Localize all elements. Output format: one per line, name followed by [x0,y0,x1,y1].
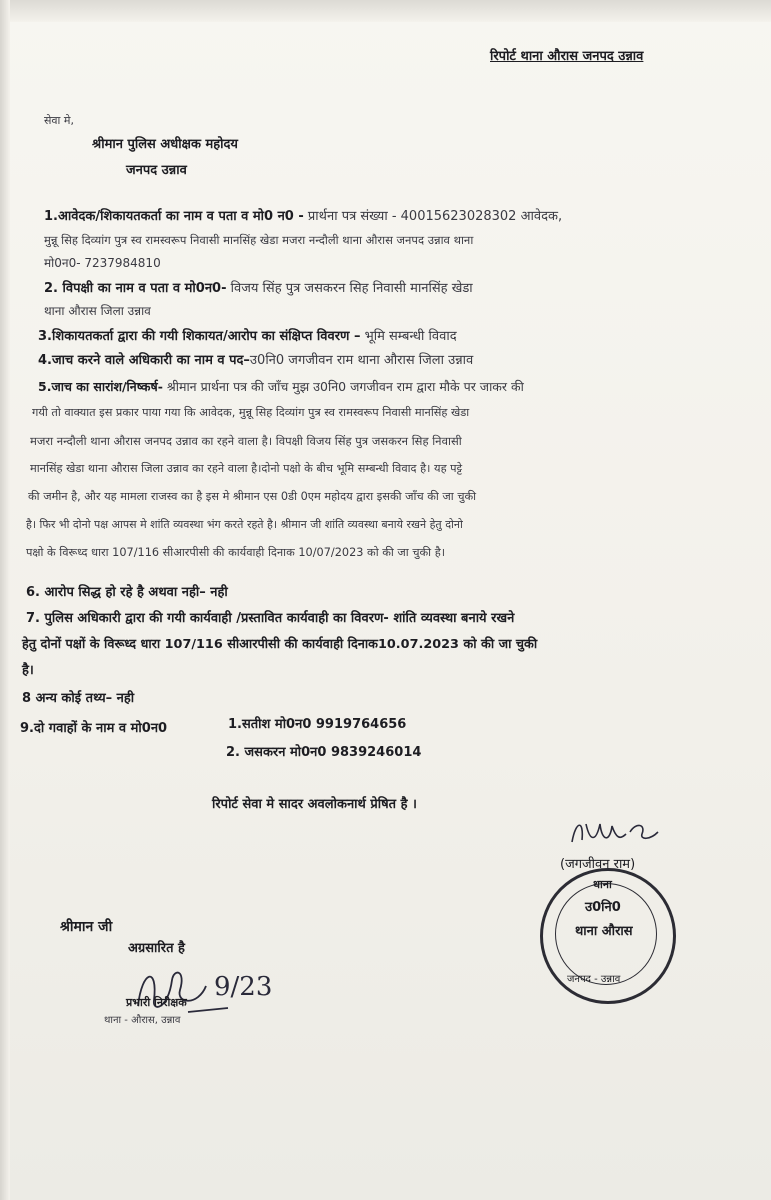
forward-station: थाना - औरास, उन्नाव [104,1015,181,1026]
seal-bottom-text: जनपद - उन्नाव [567,974,621,985]
item-1 [44,208,562,226]
seal-top-text: थाना [593,878,612,891]
seal-rank: उ0नि0 [585,900,621,915]
seal-station: थाना औरास [575,924,633,939]
item-8: 8 अन्य कोई तथ्य– नही [22,691,135,706]
officer-name: (जगजीवन राम) [560,857,636,872]
page-fold-shadow [0,0,771,22]
item-1-line-2: मुन्नू सिह दिव्यांग पुत्र स्व रामस्वरूप निवासी मानसिंह खेडा मजरा नन्दौली थाना औरास जनपद उन्नाव थाना [44,233,474,247]
forward-shriman: श्रीमान जी [60,919,113,935]
item-7: 7. पुलिस अधिकारी द्वारा की गयी कार्यवाही /प्रस्तावित कार्यवाही का विवरण- शांति व्यवस्था बनाये रखने [26,611,515,626]
item-5 [38,378,524,396]
address-to: सेवा मे, [44,114,74,127]
item-3-label: 3.शिकायतकर्ता द्वारा की गयी शिकायत/आरोप का संक्षिप्त विवरण – [38,329,361,344]
item-5-text: श्रीमान प्रार्थना पत्र की जाँच मुझ उ0नि0 जगजीवन राम द्वारा मौके पर जाकर की [162,379,524,394]
item-4 [38,352,473,370]
item-1-label: 1.आवेदक/शिकायतकर्ता का नाम व पता व मो0 न0 - [44,209,304,224]
item-2-label: 2. विपक्षी का नाम व पता व मो0न0- [44,281,227,296]
item-2-line-2: थाना औरास जिला उन्नाव [44,304,151,318]
report-title: रिपोर्ट थाना औरास जनपद उन्नाव [490,49,644,64]
item-5-line-3: मजरा नन्दौली थाना औरास जनपद उन्नाव का रहने वाला है। विपक्षी विजय सिंह पुत्र जसकरन सिह निवासी [30,434,462,448]
page-edge-shadow [0,0,10,1200]
item-2-text: विजय सिंह पुत्र जसकरन सिह निवासी मानसिंह खेडा [226,281,473,296]
item-5-line-2: गयी तो वाक्यात इस प्रकार पाया गया कि आवेदक, मुन्नू सिह दिव्यांग पुत्र स्व रामस्वरूप निवासी मानसिंह खेडा [32,406,470,419]
forward-agrasarit: अग्रसारित है [128,941,185,956]
item-4-label: 4.जाच करने वाले अधिकारी का नाम व पद– [38,353,250,368]
witness-1: 1.सतीश मो0न0 9919764656 [228,717,407,732]
item-5-line-7: पक्षो के विरूध्द धारा 107/116 सीआरपीसी की कार्यवाही दिनाक 10/07/2023 को की जा चुकी है। [26,546,445,559]
item-5-line-4: मानसिंह खेडा थाना औरास जिला उन्नाव का रहने वाला है।दोनो पक्षो के बीच भूमि सम्बन्धी विवाद है। यह पट्टे [30,462,463,475]
item-6: 6. आरोप सिद्ध हो रहे है अथवा नही– नही [26,585,228,600]
item-3 [38,328,457,346]
item-4-text: उ0नि0 जगजीवन राम थाना औरास जिला उन्नाव [249,353,474,368]
item-5-line-6: है। फिर भी दोनो पक्ष आपस मे शांति व्यवस्था भंग करते रहते है। श्रीमान जी शांति व्यवस्था बनाये रखने हेतु दोनो [26,518,463,531]
item-3-text: भूमि सम्बन्धी विवाद [360,329,457,344]
item-2 [44,280,473,298]
item-5-line-5: की जमीन है, और यह मामला राजस्व का है इस मे श्रीमान एस 0डी 0एम महोदय द्वारा इसकी जाँच की जा चुकी [28,490,477,503]
forward-incharge: प्रभारी निरीक्षक [126,996,187,1009]
witness-2: 2. जसकरन मो0न0 9839246014 [226,745,422,760]
item-7-line-3: है। [22,663,34,678]
item-5-label: 5.जाच का सारांश/निष्कर्ष- [38,379,163,394]
police-seal [540,868,676,1004]
address-district: जनपद उन्नाव [126,163,187,178]
address-recipient: श्रीमान पुलिस अधीक्षक महोदय [92,137,238,152]
item-9-label: 9.दो गवाहों के नाम व मो0न0 [20,721,168,736]
item-7-line-2: हेतु दोनों पक्षों के विरूध्द धारा 107/116 सीआरपीसी की कार्यवाही दिनाक10.07.2023 को की जा चुकी [22,637,538,652]
item-1-text: प्रार्थना पत्र संख्या - 40015623028302 आवेदक, [303,209,563,224]
officer-signature [566,812,666,852]
date-scribble: 9/23 [214,972,273,1002]
item-1-line-3: मो0न0- 7237984810 [44,256,161,270]
closing-line: रिपोर्ट सेवा मे सादर अवलोकनार्थ प्रेषित है । [212,797,417,812]
